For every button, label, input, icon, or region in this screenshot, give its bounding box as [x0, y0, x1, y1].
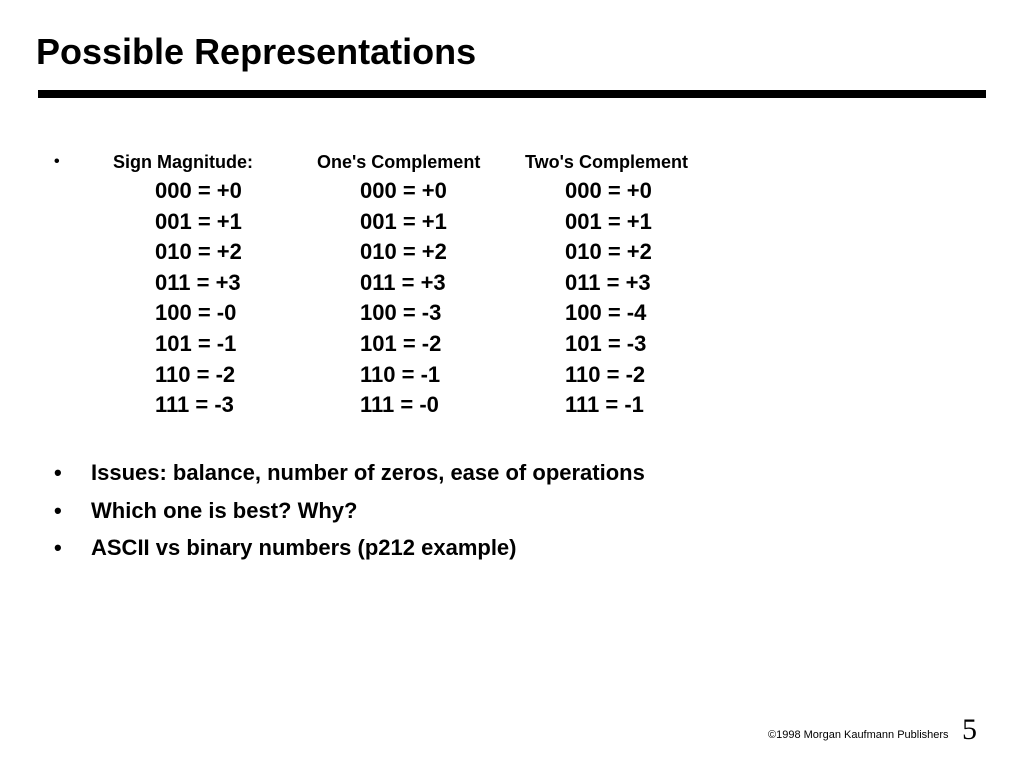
- header-sign-magnitude: Sign Magnitude:: [113, 152, 253, 172]
- sign-magnitude-column: [155, 176, 242, 421]
- header-twos-complement: Two's Complement: [525, 152, 688, 172]
- bullet-icon: •: [54, 535, 62, 560]
- sign-magnitude-row: 000 = +0: [155, 178, 242, 203]
- sign-magnitude-row: 100 = -0: [155, 300, 237, 326]
- copyright-icon: ©: [768, 729, 777, 741]
- twos-complement-row: 101 = -3: [565, 330, 647, 356]
- ones-complement-column: [360, 176, 447, 421]
- slide-title: Possible Representations: [36, 31, 477, 72]
- sign-magnitude-row: 110 = -2: [155, 361, 236, 387]
- sign-magnitude-row: 011 = +3: [155, 269, 241, 295]
- ones-complement-row: 001 = +1: [360, 208, 447, 234]
- title-rule: [38, 90, 986, 98]
- representations-bullet: •: [54, 153, 60, 170]
- ones-complement-row: 010 = +2: [360, 239, 447, 265]
- sign-magnitude-row: 001 = +1: [155, 208, 242, 234]
- bullet-icon: •: [54, 497, 62, 523]
- footer-copyright: [768, 727, 949, 743]
- issue-text: Which one is best? Why?: [91, 497, 358, 523]
- sign-magnitude-row: 010 = +2: [155, 239, 242, 265]
- header-ones-complement: One's Complement: [317, 152, 481, 172]
- twos-complement-row: 111 = -1: [565, 392, 644, 418]
- issue-text: ASCII vs binary numbers (p212 example): [91, 535, 517, 560]
- ones-complement-row: 110 = -1: [360, 361, 441, 387]
- page-number: 5: [962, 713, 977, 746]
- sign-magnitude-row: 101 = -1: [155, 330, 237, 356]
- twos-complement-row: 000 = +0: [565, 178, 652, 203]
- ones-complement-row: 101 = -2: [360, 330, 442, 356]
- bullet-icon: •: [54, 460, 62, 485]
- issue-text: Issues: balance, number of zeros, ease of operations: [91, 460, 645, 485]
- ones-complement-row: 011 = +3: [360, 269, 446, 295]
- ones-complement-row: 100 = -3: [360, 300, 442, 326]
- twos-complement-row: 001 = +1: [565, 208, 652, 234]
- twos-complement-row: 011 = +3: [565, 269, 651, 295]
- twos-complement-column: [565, 176, 652, 421]
- twos-complement-row: 010 = +2: [565, 239, 652, 265]
- ones-complement-row: 000 = +0: [360, 178, 447, 203]
- sign-magnitude-row: 111 = -3: [155, 392, 234, 418]
- twos-complement-row: 110 = -2: [565, 361, 646, 387]
- copyright-text: 1998 Morgan Kaufmann Publishers: [776, 729, 949, 741]
- ones-complement-row: 111 = -0: [360, 392, 439, 418]
- twos-complement-row: 100 = -4: [565, 300, 647, 326]
